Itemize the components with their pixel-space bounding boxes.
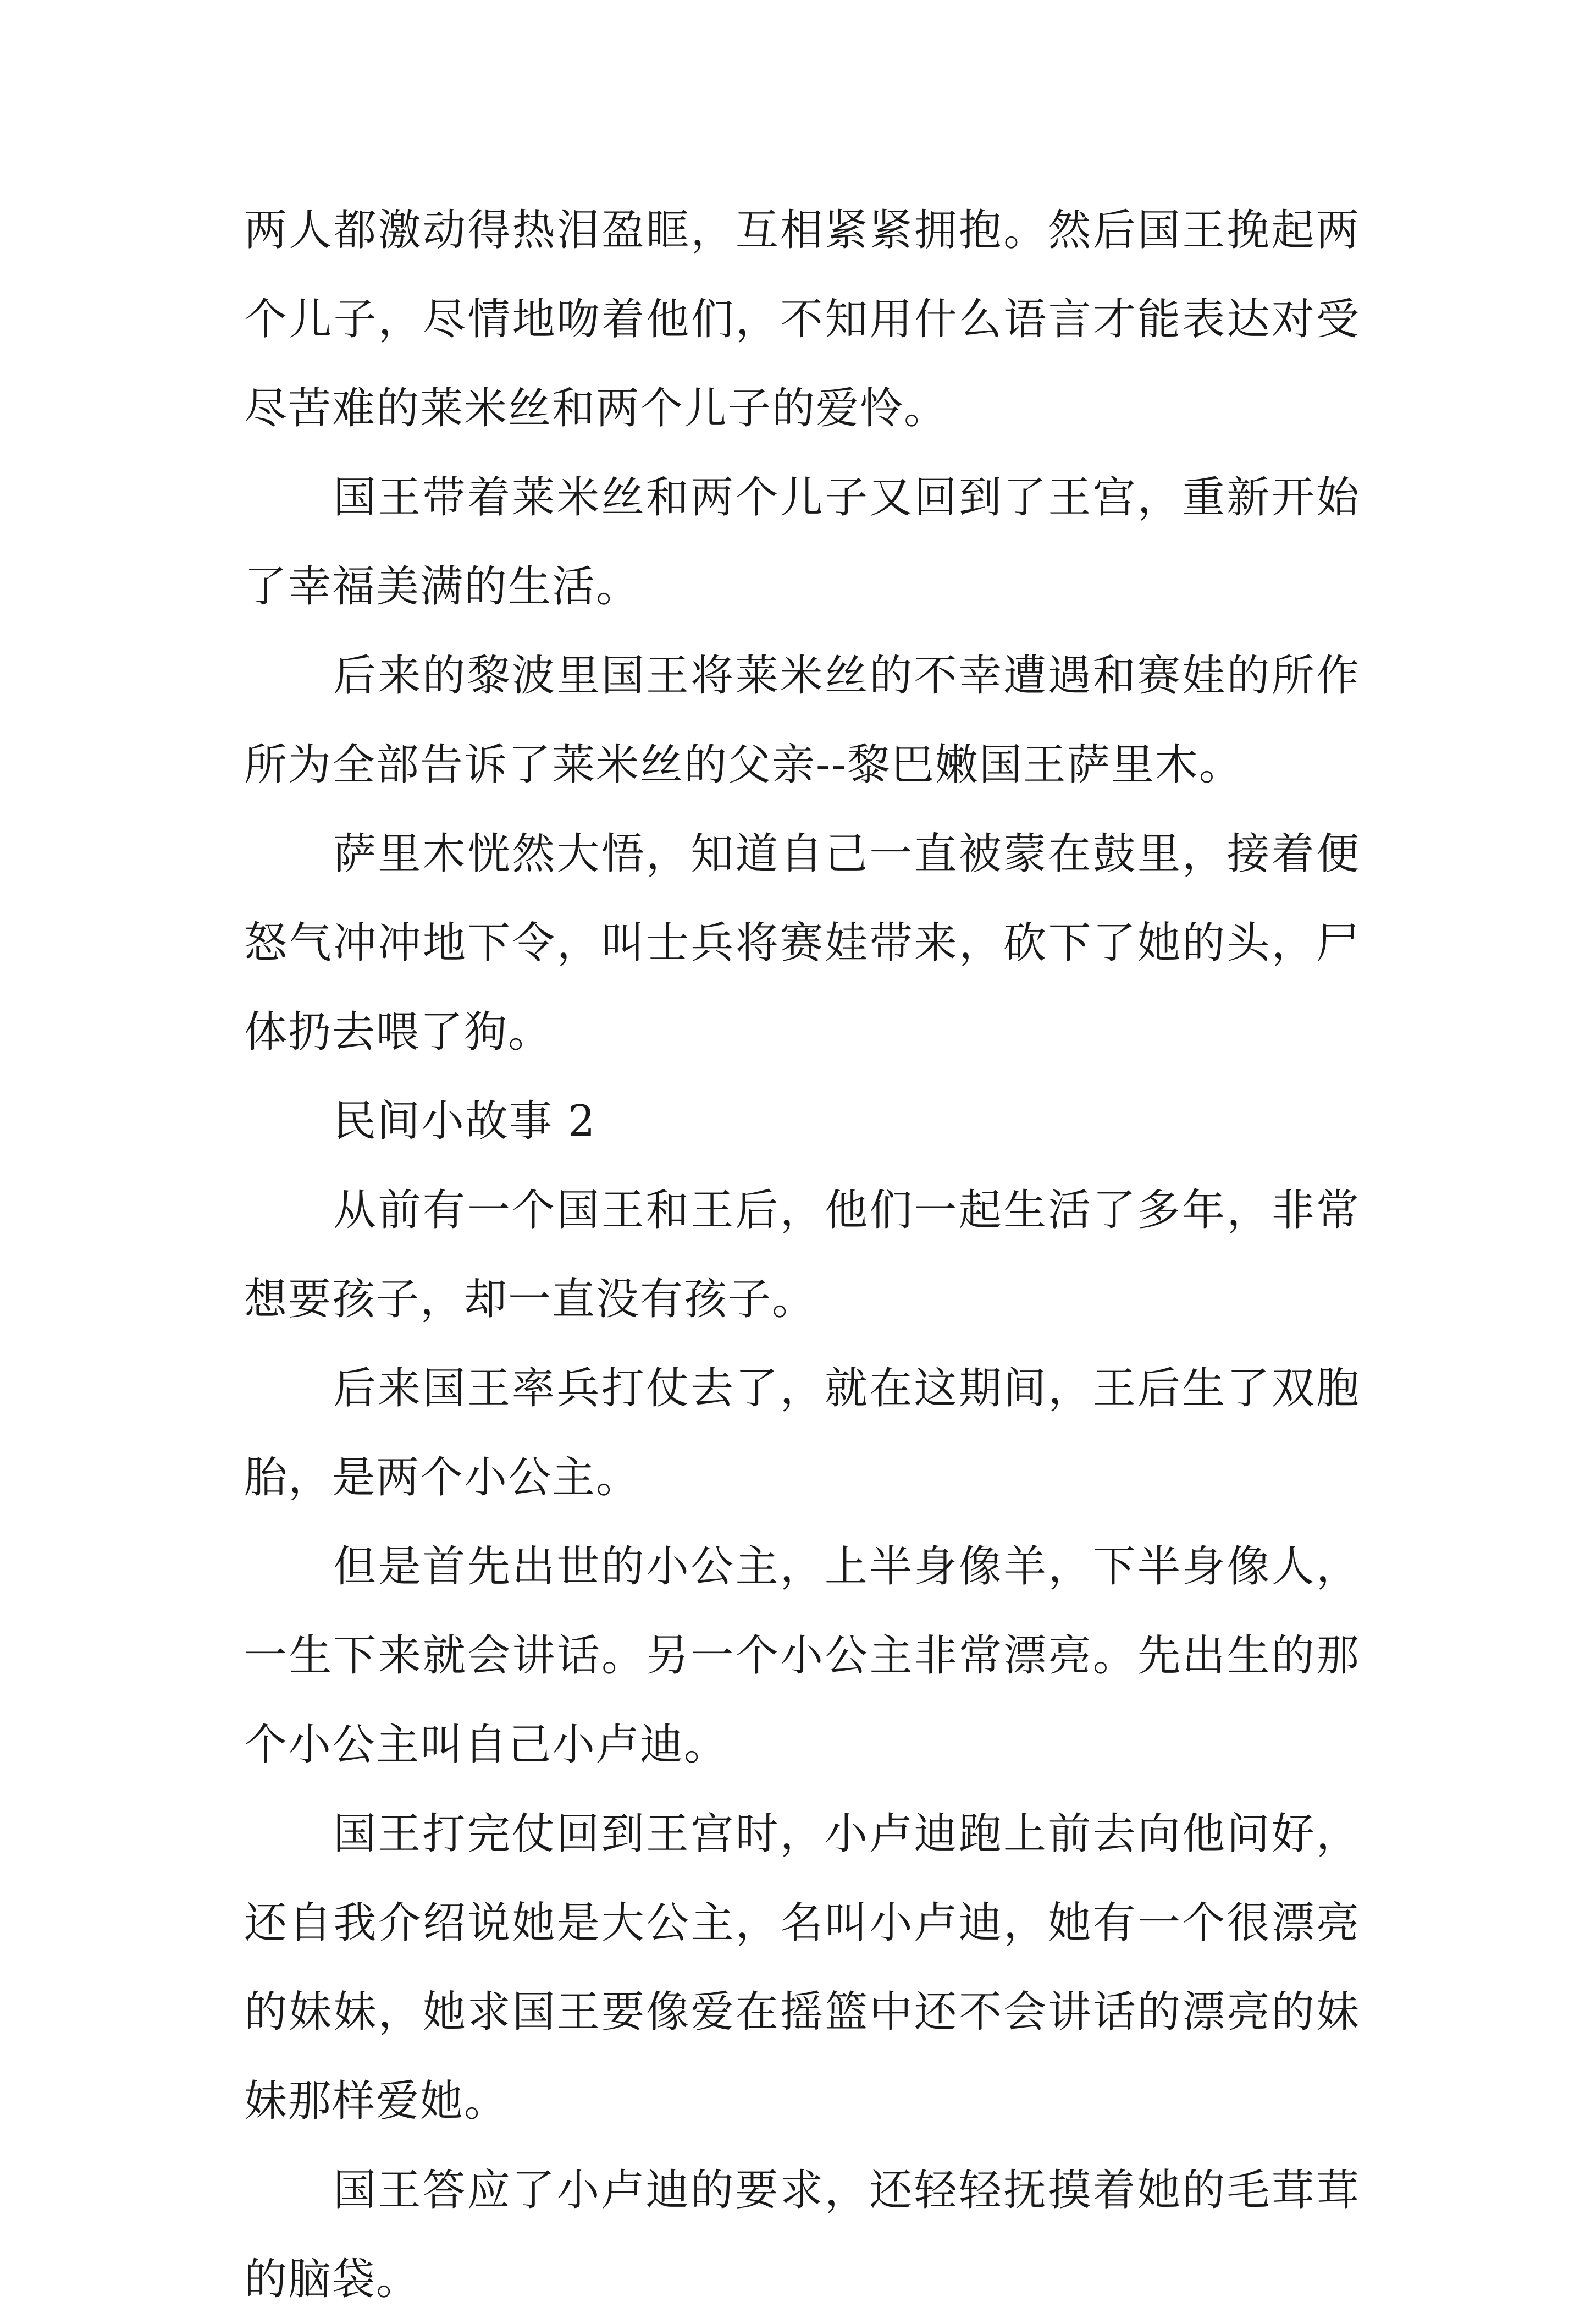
paragraph: 国王带着莱米丝和两个儿子又回到了王宫，重新开始了幸福美满的生活。 [244,473,1360,612]
paragraph-continued: 两人都激动得热泪盈眶，互相紧紧拥抱。然后国王挽起两个儿子，尽情地吻着他们，不知用什么语言才能表达对受尽苦难的莱米丝和两个儿子的爱怜。 [244,206,1360,433]
paragraph: 从前有一个国王和王后，他们一起生活了多年，非常想要孩子，却一直没有孩子。 [244,1186,1360,1324]
paragraph: 但是首先出世的小公主，上半身像羊，下半身像人，一生下来就会讲话。另一个小公主非常漂亮。先出生的那个小公主叫自己小卢迪。 [244,1542,1360,1770]
paragraph: 后来国王率兵打仗去了，就在这期间，王后生了双胞胎，是两个小公主。 [244,1364,1360,1502]
document-body [244,186,1360,2324]
paragraph: 国王答应了小卢迪的要求，还轻轻抚摸着她的毛茸茸的脑袋。 [244,2166,1360,2304]
paragraph: 国王打完仗回到王宫时，小卢迪跑上前去向他问好，还自我介绍说她是大公主，名叫小卢迪，她有一个很漂亮的妹妹，她求国王要像爱在摇篮中还不会讲话的漂亮的妹妹那样爱她。 [244,1809,1360,2126]
paragraph: 后来的黎波里国王将莱米丝的不幸遭遇和赛娃的所作所为全部告诉了莱米丝的父亲--黎巴嫩国王萨里木。 [244,651,1360,790]
section-heading: 民间小故事 2 [333,1097,596,1146]
paragraph: 萨里木恍然大悟，知道自己一直被蒙在鼓里，接着便怒气冲冲地下令，叫士兵将赛娃带来，砍下了她的头，尸体扔去喂了狗。 [244,829,1360,1057]
